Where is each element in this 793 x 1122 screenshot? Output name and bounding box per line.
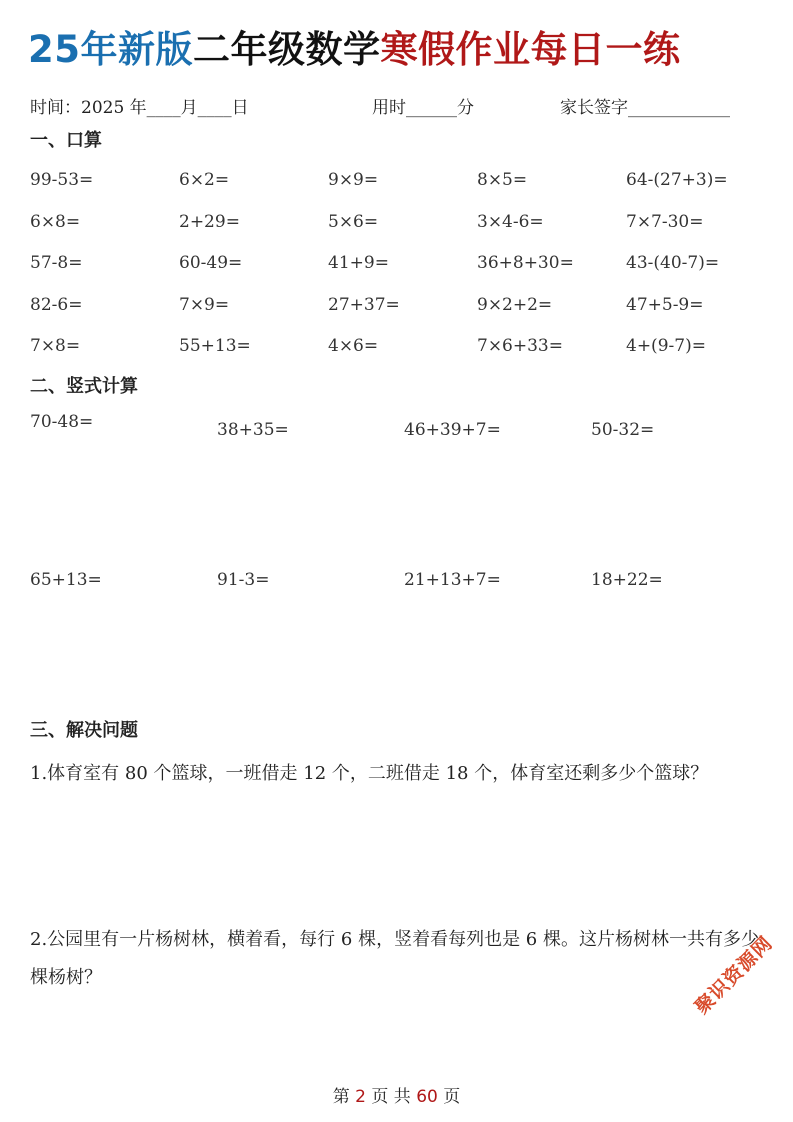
title-part-edition: 25年新版 [28,28,193,71]
oral-item: 4+(9-7)= [626,336,706,356]
section-heading-oral: 一、口算 [30,130,102,151]
footer-middle: 页 共 [371,1087,411,1107]
vertical-item: 38+35= [217,420,289,440]
vertical-item: 91-3= [217,570,270,590]
oral-item: 41+9= [328,253,389,273]
vertical-item: 21+13+7= [404,570,501,590]
oral-item: 7×9= [179,294,230,315]
footer-suffix: 页 [443,1087,461,1107]
oral-item: 3×4-6= [477,211,544,232]
oral-item: 9×2+2= [477,294,553,315]
oral-item: 55+13= [179,336,251,356]
vertical-item: 46+39+7= [404,420,501,440]
oral-item: 4×6= [328,336,379,356]
vertical-item: 18+22= [591,570,663,590]
oral-item: 27+37= [328,294,400,315]
oral-item: 9×9= [328,170,379,190]
oral-item: 36+8+30= [477,253,574,273]
section-heading-vertical: 二、竖式计算 [30,376,138,397]
vertical-item: 70-48= [30,412,94,432]
page-title [28,22,768,82]
oral-item: 6×2= [179,170,230,190]
oral-item: 43-(40-7)= [626,253,720,273]
watermark-stamp: 聚识资源网 [690,932,778,1019]
total-pages-number: 60 [416,1087,438,1107]
title-part-grade: 二年级数学 [193,28,381,71]
section-heading-problems: 三、解决问题 [30,720,138,741]
oral-item: 7×6+33= [477,336,563,356]
current-page-number: 2 [355,1087,366,1107]
vertical-item: 50-32= [591,420,655,440]
oral-item: 7×7-30= [626,211,704,232]
oral-item: 64-(27+3)= [626,170,728,190]
date-field-label: 时间：2025 年____月____日 [30,98,249,118]
word-problem-2: 2.公园里有一片杨树林，横着看，每行 6 棵，竖着看每列也是 6 棵。这片杨树林一共有多少棵杨树？ [30,929,759,988]
oral-item: 57-8= [30,253,83,273]
oral-item: 8×5= [477,170,528,190]
footer-prefix: 第 [332,1087,350,1107]
signature-field-label: 家长签字____________ [560,98,730,118]
duration-field-label: 用时______分 [372,98,474,118]
word-problem-1: 1.体育室有 80 个篮球，一班借走 12 个，二班借走 18 个，体育室还剩多少个篮球？ [30,763,709,784]
oral-item: 7×8= [30,336,81,356]
oral-item: 60-49= [179,253,243,273]
oral-calculation-grid [30,166,770,374]
oral-item: 99-53= [30,170,94,190]
oral-item: 5×6= [328,211,379,232]
oral-item: 2+29= [179,211,240,232]
oral-item: 6×8= [30,211,81,232]
title-part-homework: 寒假作业每日一练 [380,28,681,71]
page-footer [0,1085,793,1109]
vertical-item: 65+13= [30,570,102,590]
oral-item: 82-6= [30,294,83,315]
oral-item: 47+5-9= [626,294,704,315]
